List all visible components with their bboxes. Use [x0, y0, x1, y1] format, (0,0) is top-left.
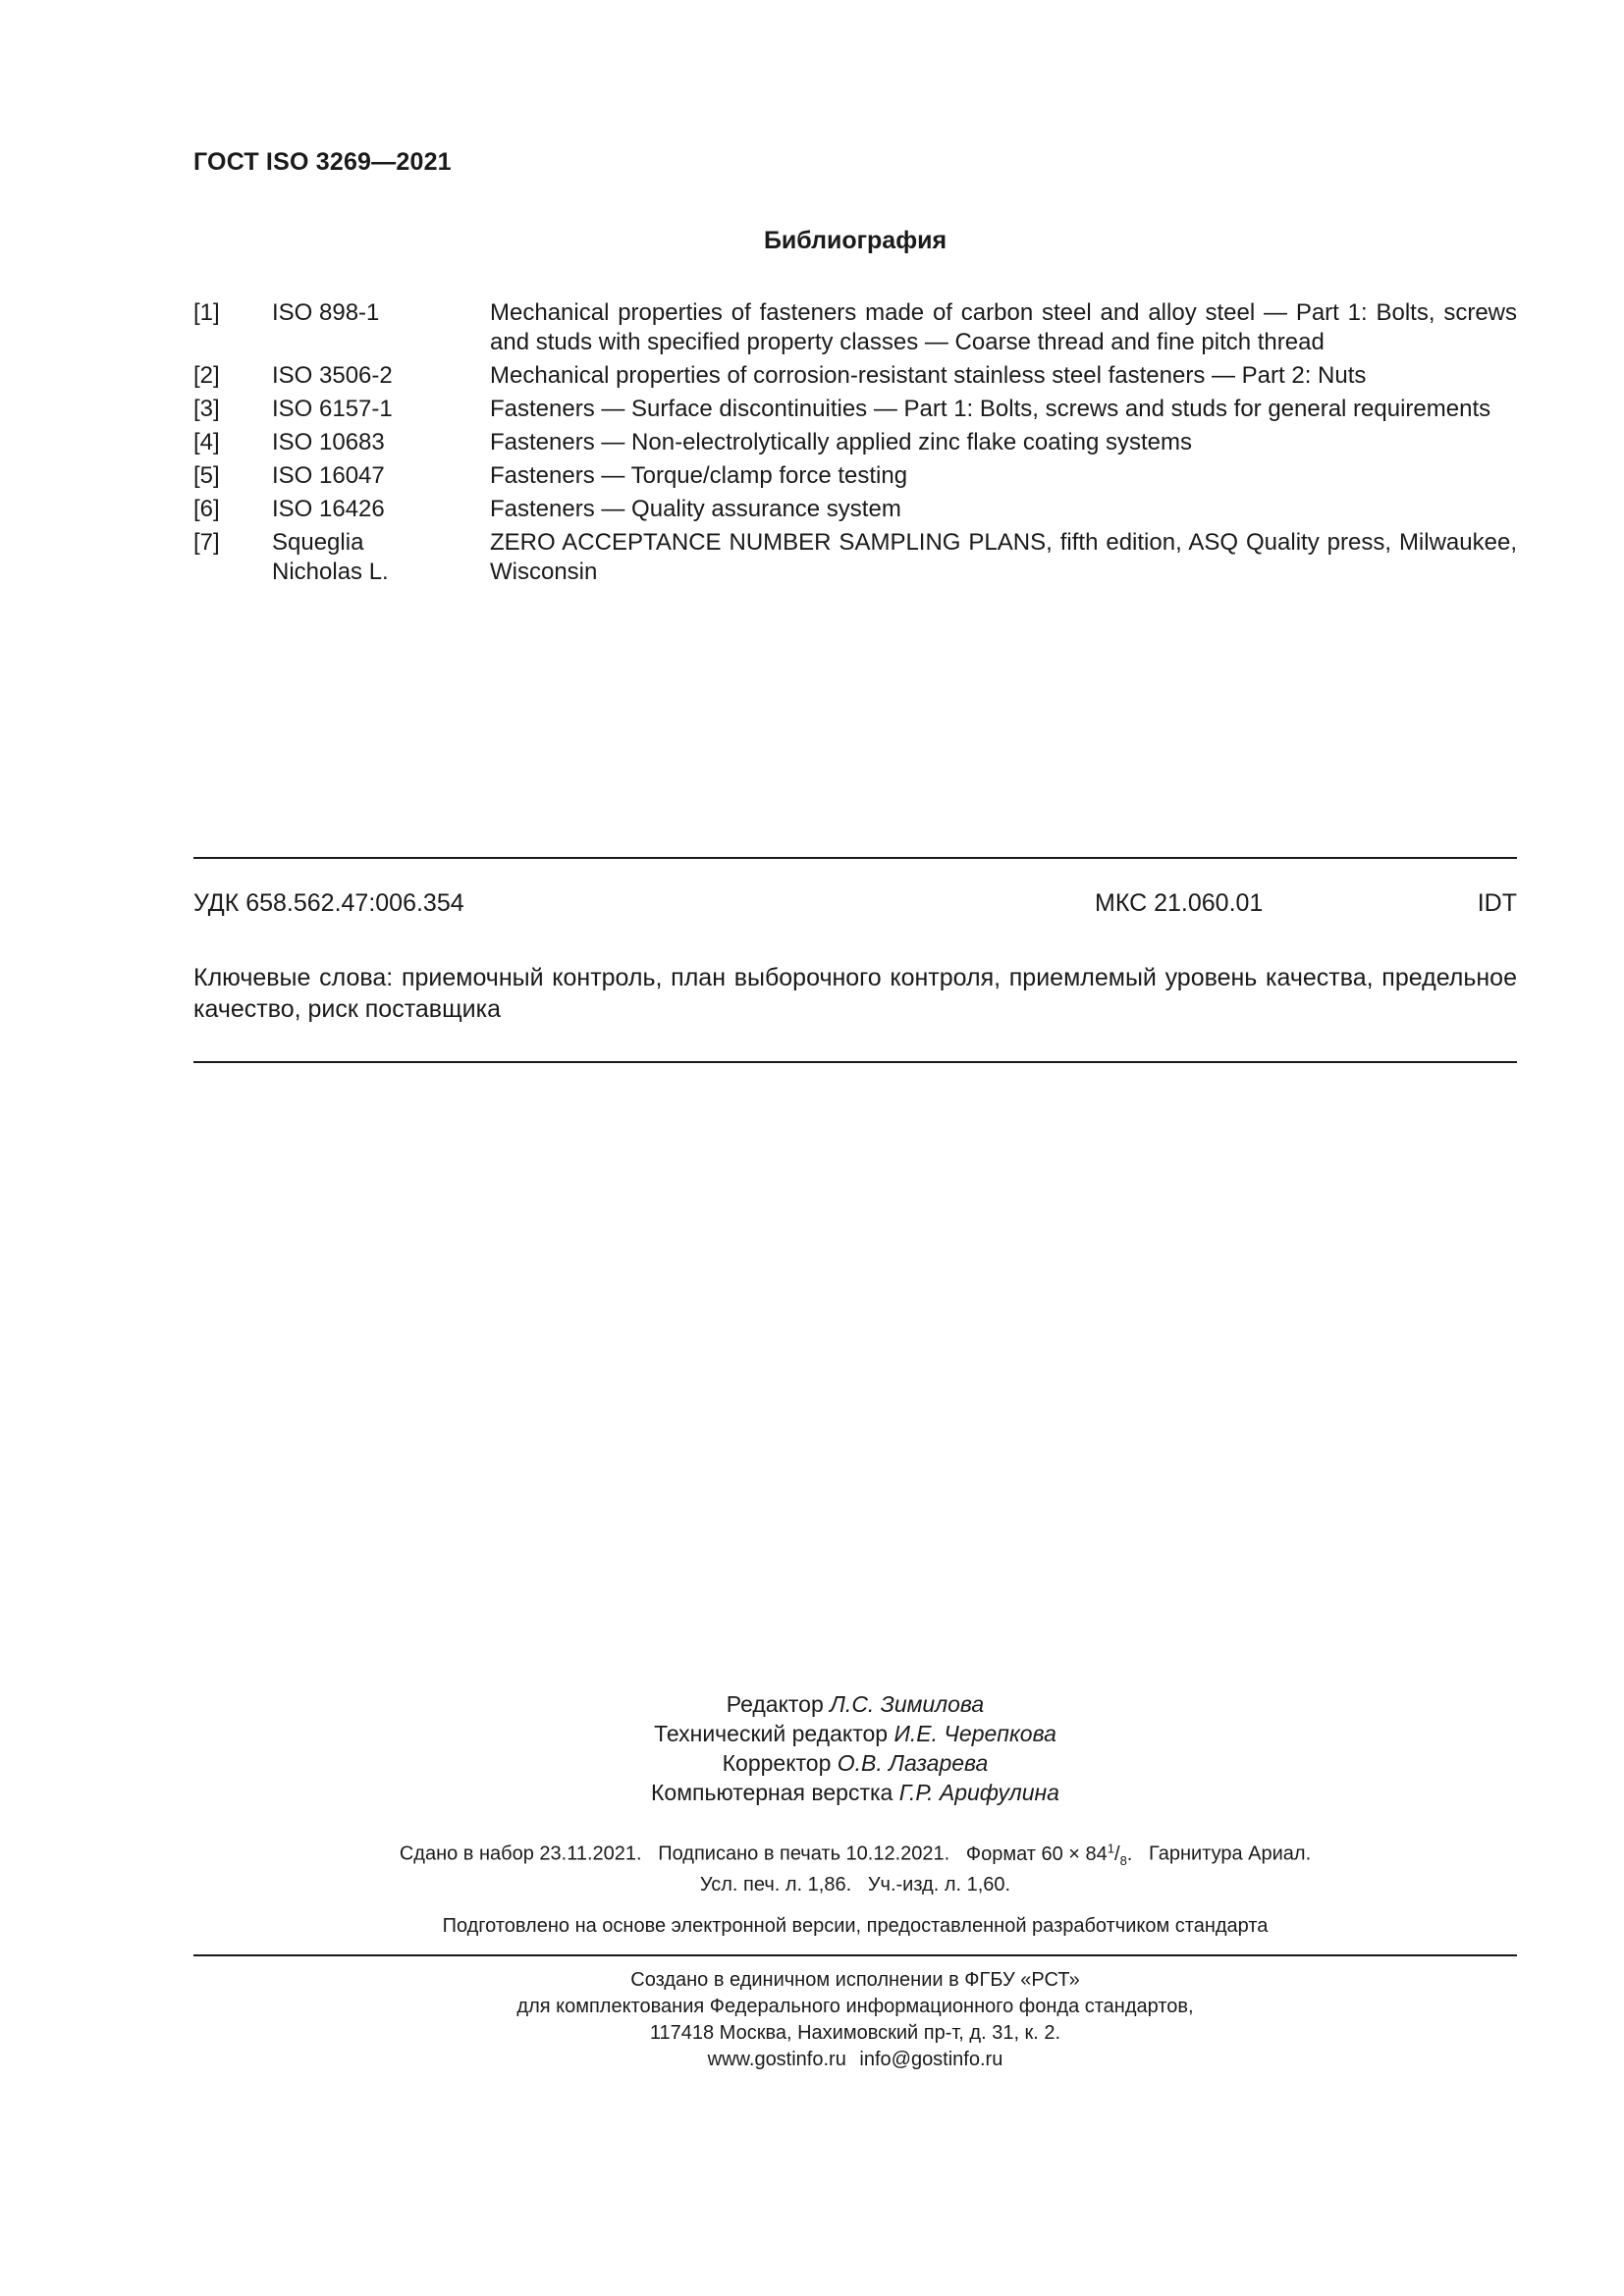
entry-title: ZERO ACCEPTANCE NUMBER SAMPLING PLANS, fifth edition, ASQ Quality press, Milwaukee, Wisconsin: [490, 529, 1517, 585]
credit-line: [193, 1689, 1517, 1719]
entry-title: Fasteners — Surface discontinuities — Part 1: Bolts, screws and studs for general requirements: [490, 396, 1491, 422]
entry-number: [1]: [193, 299, 220, 326]
footer-line-3: 117418 Москва, Нахимовский пр-т, д. 31, к. 2.: [649, 2022, 1061, 2044]
entry-number: [6]: [193, 496, 220, 522]
entry-number: [5]: [193, 462, 220, 489]
credits-block: [193, 1689, 1517, 1807]
bibliography-list: [193, 298, 1517, 591]
format-sub: 8: [1119, 1852, 1127, 1868]
typeface-info: Гарнитура Ариал.: [1149, 1842, 1312, 1865]
horizontal-rule: [193, 1954, 1517, 1956]
entry-number: [2]: [193, 362, 220, 389]
website-link[interactable]: www.gostinfo.ru: [707, 2049, 846, 2070]
print-info: [193, 1836, 1517, 1897]
mks-code: МКС 21.060.01: [1095, 889, 1264, 917]
format-suffix: .: [1126, 1842, 1133, 1865]
bibliography-entry: [193, 528, 1517, 587]
footer-line-2: для комплектования Федерального информационного фонда стандартов,: [516, 1996, 1194, 2017]
email-link[interactable]: info@gostinfo.ru: [859, 2049, 1003, 2070]
entry-title: Fasteners — Quality assurance system: [490, 496, 901, 522]
entry-code: ISO 898-1: [272, 299, 380, 326]
format-sup: 1: [1107, 1841, 1114, 1855]
entry-code: ISO 3506-2: [272, 362, 393, 389]
bibliography-entry: [193, 298, 1517, 357]
entry-author-surname: Squeglia: [272, 529, 364, 556]
bibliography-title: Библиография: [763, 227, 947, 254]
classification-row: [193, 889, 1517, 921]
entry-author-name: Nicholas L.: [272, 559, 389, 585]
prepared-note: Подготовлено на основе электронной версии, предоставленной разработчиком стандарта: [442, 1915, 1269, 1937]
bibliography-entry: [193, 395, 1517, 424]
credit-role: Компьютерная верстка: [651, 1780, 893, 1805]
horizontal-rule: [193, 857, 1517, 859]
entry-title: Mechanical properties of fasteners made of carbon steel and alloy steel — Part 1: Bolts, screws and studs with specified property classes — Coarse thread and fine pitch thread: [490, 299, 1517, 355]
publisher-sheets: Уч.-изд. л. 1,60.: [867, 1873, 1011, 1896]
entry-number: [3]: [193, 396, 220, 422]
credit-line: [193, 1778, 1517, 1807]
bibliography-entry: [193, 461, 1517, 491]
publisher-footer: [193, 1967, 1517, 2073]
credit-role: Технический редактор: [654, 1721, 889, 1746]
idt-marker: IDT: [1477, 889, 1517, 917]
printed-sheets: Усл. печ. л. 1,86.: [699, 1873, 852, 1896]
entry-title: Fasteners — Non-electrolytically applied zinc flake coating systems: [490, 429, 1192, 455]
entry-number: [7]: [193, 529, 220, 556]
entry-code: ISO 6157-1: [272, 396, 393, 422]
credit-line: [193, 1748, 1517, 1778]
credit-role: Корректор: [722, 1750, 832, 1776]
credit-name: О.В. Лазарева: [837, 1750, 989, 1776]
entry-code: ISO 10683: [272, 429, 385, 455]
entry-number: [4]: [193, 429, 220, 455]
horizontal-rule: [193, 1061, 1517, 1063]
bibliography-entry: [193, 495, 1517, 524]
credit-role: Редактор: [726, 1691, 824, 1717]
entry-code: ISO 16047: [272, 462, 385, 489]
print-info-line-2: [193, 1873, 1517, 1897]
format-prefix: Формат 60 × 84: [965, 1842, 1108, 1865]
entry-title: Fasteners — Torque/clamp force testing: [490, 462, 908, 489]
credit-name: И.Е. Черепкова: [893, 1721, 1056, 1746]
bibliography-entry: [193, 361, 1517, 391]
footer-contacts: [193, 2047, 1517, 2073]
entry-code: ISO 16426: [272, 496, 385, 522]
credit-line: [193, 1719, 1517, 1748]
footer-line-1: Создано в единичном исполнении в ФГБУ «РСТ»: [630, 1969, 1080, 1991]
document-id-header: ГОСТ ISO 3269—2021: [193, 148, 452, 176]
entry-author: [272, 528, 490, 587]
credit-name: Г.Р. Арифулина: [898, 1780, 1059, 1805]
entry-title: Mechanical properties of corrosion-resistant stainless steel fasteners — Part 2: Nuts: [490, 362, 1367, 389]
keywords-paragraph: Ключевые слова: приемочный контроль, план выборочного контроля, приемлемый уровень качества, предельное качество, риск поставщика: [193, 964, 1517, 1023]
udk-code: УДК 658.562.47:006.354: [193, 889, 464, 917]
bibliography-entry: [193, 428, 1517, 457]
submitted-date: Сдано в набор 23.11.2021.: [399, 1842, 642, 1865]
signed-date: Подписано в печать 10.12.2021.: [658, 1842, 950, 1865]
format-info: Формат $60 \times 84^1/_8$.: [965, 1841, 1133, 1868]
credit-name: Л.С. Зимилова: [830, 1691, 985, 1717]
print-info-line-1: [193, 1836, 1517, 1873]
